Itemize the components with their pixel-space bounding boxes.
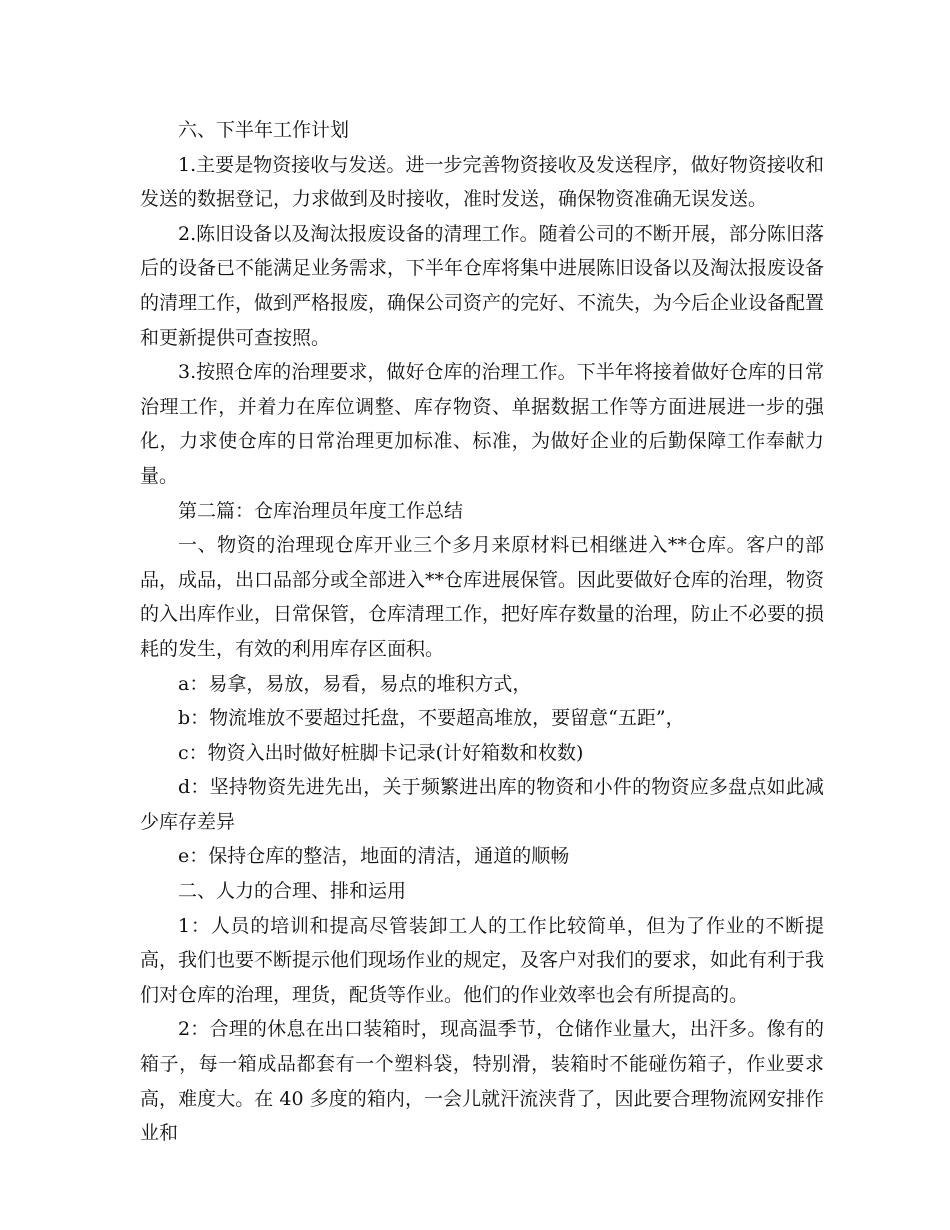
list-item: e：保持仓库的整洁，地面的清洁，通道的顺畅	[178, 845, 570, 868]
paragraph: 3.按照仓库的治理要求，做好仓库的治理工作。下半年将接着做好仓库的日常治理工作，并着力在库位调整、库存物资、单据数据工作等方面进展进一步的强化，力求使仓库的日常治理更加标准、标准，为做好企业的后勤保障工作奉献力量。	[140, 361, 824, 487]
section-heading-second-article: 第二篇：仓库治理员年度工作总结	[178, 499, 464, 522]
list-item: c：物资入出时做好桩脚卡记录(计好箱数和枚数)	[178, 741, 584, 764]
section-heading-manpower: 二、人力的合理、排和运用	[178, 880, 407, 903]
list-item: a：易拿，易放，易看，易点的堆积方式，	[178, 672, 532, 695]
document-body	[140, 113, 824, 1151]
paragraph: 2：合理的休息在出口装箱时，现高温季节，仓储作业量大，出汗多。像有的箱子，每一箱成品都套有一个塑料袋，特别滑，装箱时不能碰伤箱子，作业要求高，难度大。在 40 多度的箱内，一会儿就汗流浃背了，因此要合理物流网安排作业和	[140, 1018, 824, 1145]
paragraph: 1.主要是物资接收与发送。进一步完善物资接收及发送程序，做好物资接收和发送的数据登记，力求做到及时接收，准时发送，确保物资准确无误发送。	[140, 153, 824, 211]
paragraph: 1：人员的培训和提高尽管装卸工人的工作比较简单，但为了作业的不断提高，我们也要不断提示他们现场作业的规定，及客户对我们的要求，如此有利于我们对仓库的治理，理货，配货等作业。他们的作业效率也会有所提高的。	[140, 914, 825, 1006]
paragraph: 2.陈旧设备以及淘汰报废设备的清理工作。随着公司的不断开展，部分陈旧落后的设备已不能满足业务需求，下半年仓库将集中进展陈旧设备以及淘汰报废设备的清理工作，做到严格报废，确保公司资产的完好、不流失，为今后企业设备配置和更新提供可查按照。	[140, 222, 825, 349]
list-item: b：物流堆放不要超过托盘，不要超高堆放，要留意“五距”，	[178, 707, 685, 730]
list-item: d：坚持物资先进先出，关于频繁进出库的物资和小件的物资应多盘点如此减少库存差异	[140, 776, 824, 833]
paragraph: 一、物资的治理现仓库开业三个多月来原材料已相继进入**仓库。客户的部品，成品，出口品部分或全部进入**仓库进展保管。因此要做好仓库的治理，物资的入出库作业，日常保管，仓库清理工作，把好库存数量的治理，防止不必要的损耗的发生，有效的利用库存区面积。	[140, 534, 825, 660]
section-heading-second-half-plan: 六、下半年工作计划	[178, 119, 350, 141]
